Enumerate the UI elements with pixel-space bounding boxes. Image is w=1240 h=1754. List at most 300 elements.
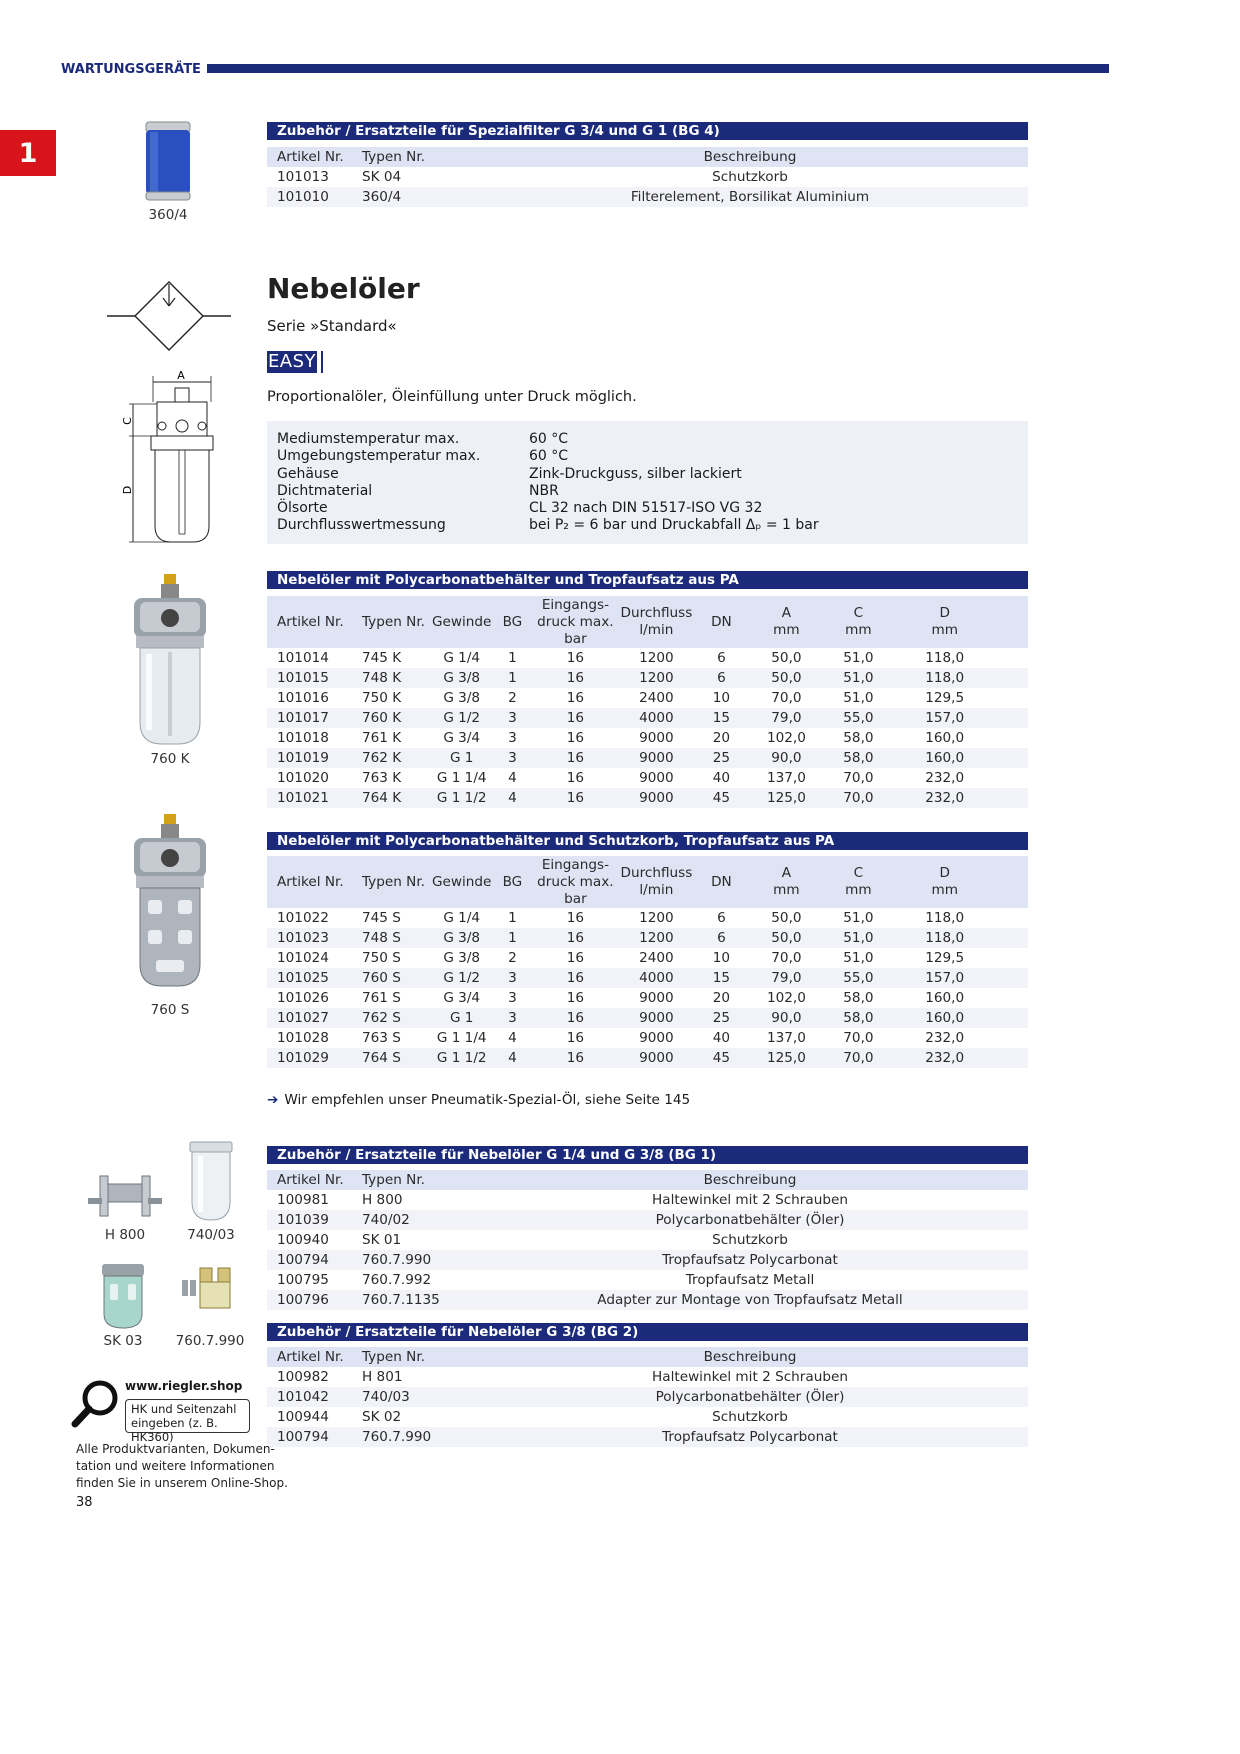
col-beschreibung: Beschreibung [472,1347,1028,1367]
col-druck: Eingangs- druck max. bar [533,856,617,908]
cell: 101019 [267,748,352,768]
cell: G 3/8 [443,950,481,966]
cell: 4 [491,788,533,808]
cell: 740/03 [352,1387,472,1407]
cell: 9000 [617,788,695,808]
cell: 764 S [352,1048,432,1068]
spec-row [267,483,1028,500]
filter-element-image [140,120,196,202]
cell: 50,0 [747,928,825,948]
cell: 3 [508,730,517,746]
spec-value: CL 32 nach DIN 51517-ISO VG 32 [529,500,763,517]
cell: 20 [712,730,731,746]
cell: 51,0 [843,910,874,926]
cell: 50,0 [771,910,802,926]
cell: 50,0 [771,650,802,666]
cell: 101022 [277,910,329,926]
table-row [267,1048,1028,1068]
spec-row [267,500,1028,517]
table-s-section [267,832,1028,1068]
cell: H 800 [362,1192,403,1208]
cell: 55,0 [825,708,891,728]
cell: 762 K [352,748,432,768]
cell: 51,0 [825,668,891,688]
table-row [267,1290,1028,1310]
cell: G 3/8 [432,668,491,688]
cell: 4 [491,1048,533,1068]
accessories-bg2-table [267,1347,1028,1447]
product-series: Serie »Standard« [267,317,397,335]
spec-key: Dichtmaterial [277,482,373,499]
cell: 745 K [362,650,402,666]
cell: 16 [533,788,617,808]
cell: 100794 [267,1427,352,1447]
cell: Haltewinkel mit 2 Schrauben [652,1192,848,1208]
cell: 101027 [267,1008,352,1028]
chapter-marker: 1 [0,130,56,176]
cell: 58,0 [825,748,891,768]
cell: 2 [508,950,517,966]
cell: 1 [508,910,517,926]
cell: G 1/4 [443,650,481,666]
accessories-bg2-title: Zubehör / Ersatzteile für Nebelöler G 3/8 (BG 2) [267,1323,1028,1341]
cell: G 1/2 [432,708,491,728]
cell: 1200 [617,668,695,688]
cell: 70,0 [771,950,802,966]
cell: 760 S [352,968,432,988]
cell: 360/4 [352,187,472,207]
cell: 51,0 [843,650,874,666]
table-row [267,1367,1028,1387]
table-row [267,768,1028,788]
cell: G 1 [432,748,491,768]
cell: 4000 [617,968,695,988]
cell: 232,0 [925,1030,965,1046]
cell: 1200 [639,650,674,666]
cell: 101015 [267,668,352,688]
col-durchfluss: Durchfluss l/min [617,596,695,648]
cell: 15 [695,708,747,728]
cell: 2400 [639,690,674,706]
cell: 45 [695,788,747,808]
table-row [267,167,1028,187]
col-artikel: Artikel Nr. [267,856,352,908]
lubricator-760k-image [128,572,212,750]
cell: 16 [533,928,617,948]
cell: 58,0 [843,730,874,746]
col-artikel: Artikel Nr. [267,596,352,648]
easy-badge-line [321,351,323,373]
table-row [267,1008,1028,1028]
760s-caption: 760 S [150,1002,190,1018]
col-druck: Eingangs- druck max. bar [533,596,617,648]
basket-sk03-image [98,1262,148,1332]
cell: 6 [717,650,726,666]
col-bg: BG [491,856,533,908]
cell: 101028 [277,1030,329,1046]
cell: Schutzkorb [712,1232,788,1248]
col-beschreibung: Beschreibung [472,1170,1028,1190]
cell: 3 [491,708,533,728]
table-row [267,1427,1028,1447]
accessories-bg1-table [267,1170,1028,1310]
cell: 101010 [267,187,352,207]
cell: 125,0 [747,788,825,808]
cell: 16 [533,968,617,988]
760-7-990-caption: 760.7.990 [175,1333,245,1349]
cell: Schutzkorb [712,169,788,185]
cell: 58,0 [843,990,874,1006]
table-row [267,1270,1028,1290]
cell: 100796 [267,1290,352,1310]
table-s [267,856,1028,1068]
cell: Polycarbonatbehälter (Öler) [472,1210,1028,1230]
col-artikel: Artikel Nr. [267,1347,352,1367]
cell: 118,0 [891,928,1028,948]
spec-row [267,448,1028,465]
cell: 763 S [362,1030,401,1046]
cell: Tropfaufsatz Metall [685,1272,815,1288]
dim-label-a: A [177,369,185,382]
spec-row [267,466,1028,483]
cell: 3 [491,968,533,988]
cell: 16 [533,668,617,688]
740-03-caption: 740/03 [187,1227,235,1243]
table-k-title: Nebelöler mit Polycarbonatbehälter und Tropfaufsatz aus PA [267,571,1028,589]
cell: 16 [533,1008,617,1028]
cell: 9000 [639,730,674,746]
cell: 9000 [617,748,695,768]
cell: 40 [712,1030,731,1046]
cell: 3 [491,748,533,768]
bracket-h800-image [86,1170,164,1224]
cell: 6 [695,928,747,948]
product-description: Proportionalöler, Öleinfüllung unter Druck möglich. [267,389,637,405]
cell: 100944 [277,1409,329,1425]
cell: 3 [491,1008,533,1028]
magnifier-icon [70,1378,122,1430]
shop-text: Alle Produktvarianten, Dokumen- tation und weitere Informationen finden Sie in unserem Online-Shop. [76,1442,288,1490]
cell: H 801 [362,1369,403,1385]
spec-box [267,421,1028,544]
table-s-title: Nebelöler mit Polycarbonatbehälter und Schutzkorb, Tropfaufsatz aus PA [267,832,1028,850]
table-row [267,187,1028,207]
cell: 6 [717,910,726,926]
table-row [267,928,1028,948]
cell: 101020 [277,770,329,786]
cell: 101039 [267,1210,352,1230]
cell: 16 [533,748,617,768]
cell: 740/02 [352,1210,472,1230]
table-row [267,688,1028,708]
cell: 100982 [277,1369,329,1385]
cell: 1 [508,650,517,666]
col-bg: BG [491,596,533,648]
cell: 118,0 [925,650,965,666]
cell: G 3/8 [443,690,481,706]
cell: 4 [508,770,517,786]
cell: 118,0 [891,668,1028,688]
cell: 70,0 [771,690,802,706]
spec-key: Mediumstemperatur max. [277,431,460,447]
table-row [267,1028,1028,1048]
cell: 70,0 [843,770,874,786]
cell: G 1 1/2 [432,788,491,808]
shop-url[interactable]: www.riegler.shop [125,1379,243,1393]
cell: 118,0 [925,910,965,926]
spec-value: 60 °C [529,448,569,465]
cell: 160,0 [891,1008,1028,1028]
cell: 10 [712,950,731,966]
cell: 761 K [362,730,402,746]
cell: 101024 [277,950,329,966]
cell: 101023 [267,928,352,948]
cell: 157,0 [891,968,1028,988]
cell: 16 [566,990,585,1006]
cell: 16 [566,690,585,706]
cell: 101018 [277,730,329,746]
cell: 232,0 [925,770,965,786]
cell: Haltewinkel mit 2 Schrauben [652,1369,848,1385]
cell: G 1 1/2 [432,1048,491,1068]
cell: 2400 [639,950,674,966]
cell: 51,0 [843,690,874,706]
cell: 129,5 [925,690,965,706]
col-d: D mm [891,596,1028,648]
accessories-bg1-section [267,1146,1028,1310]
cell: 100795 [277,1272,329,1288]
cell: 160,0 [925,990,965,1006]
spec-key: Ölsorte [277,500,328,517]
accessories-bg4-section [267,122,1028,207]
col-a: A mm [747,596,825,648]
header-bar [207,64,1109,73]
spec-row [267,517,1028,534]
col-a: A mm [747,856,825,908]
cell: 51,0 [825,928,891,948]
table-row [267,1190,1028,1210]
cell: 102,0 [766,990,806,1006]
cell: 1200 [639,910,674,926]
cell: 90,0 [747,1008,825,1028]
col-artikel: Artikel Nr. [267,1170,352,1190]
cell: Schutzkorb [712,1409,788,1425]
cell: 101029 [267,1048,352,1068]
cell: 232,0 [891,1048,1028,1068]
accessories-bg4-title: Zubehör / Ersatzteile für Spezialfilter G 3/4 und G 1 (BG 4) [267,122,1028,140]
oil-note [267,1092,690,1108]
spec-value: 60 °C [529,431,569,447]
cell: 761 S [362,990,401,1006]
bowl-740-03-image [186,1140,236,1224]
table-row [267,1407,1028,1427]
arrow-right-icon: ➔ [267,1092,279,1108]
cell: 25 [695,1008,747,1028]
cell: 16 [566,770,585,786]
table-row [267,1210,1028,1230]
cell: 16 [566,730,585,746]
cell: 137,0 [766,770,806,786]
cell: 16 [533,1048,617,1068]
table-row [267,988,1028,1008]
table-k [267,596,1028,808]
cell: 40 [712,770,731,786]
h800-caption: H 800 [104,1227,146,1243]
table-row [267,788,1028,808]
cell: 9000 [617,1048,695,1068]
spec-key: Umgebungstemperatur max. [277,448,481,465]
table-row [267,748,1028,768]
sk03-caption: SK 03 [103,1333,143,1349]
col-dn: DN [695,596,747,648]
cell: 79,0 [747,968,825,988]
cell: 16 [566,1030,585,1046]
table-k-section [267,571,1028,808]
cell: 762 S [352,1008,432,1028]
cell: 129,5 [925,950,965,966]
col-typen: Typen Nr. [352,1170,472,1190]
table-row [267,908,1028,928]
cell: Filterelement, Borsilikat Aluminium [472,187,1028,207]
col-beschreibung: Beschreibung [472,147,1028,167]
table-row [267,1250,1028,1270]
cell: 137,0 [766,1030,806,1046]
cell: 58,0 [825,1008,891,1028]
cell: 101026 [277,990,329,1006]
cell: 232,0 [891,788,1028,808]
spec-key: Gehäuse [277,465,339,482]
cell: 10 [712,690,731,706]
cell: 101013 [277,169,329,185]
col-d: D mm [891,856,1028,908]
table-row [267,728,1028,748]
col-c: C mm [825,596,891,648]
col-typen: Typen Nr. [352,596,432,648]
table-row [267,1387,1028,1407]
product-title: Nebelöler [267,272,420,305]
cell: 760.7.1135 [352,1290,472,1310]
col-dn: DN [695,856,747,908]
cell: G 1 1/4 [436,1030,487,1046]
spec-key: Durchflusswertmessung [277,517,446,534]
cell: 764 K [352,788,432,808]
accessories-bg4-table [267,147,1028,207]
cell: 4 [508,1030,517,1046]
cell: 748 S [352,928,432,948]
dim-label-c: C [121,417,134,425]
cell: 760.7.992 [362,1272,432,1288]
accessories-bg2-section [267,1323,1028,1447]
cell: 70,0 [843,1030,874,1046]
cell: 9000 [639,990,674,1006]
cell: 160,0 [891,748,1028,768]
cell: 16 [566,650,585,666]
cell: 79,0 [747,708,825,728]
col-typen: Typen Nr. [352,147,472,167]
dimension-drawing [117,366,217,548]
cell: 745 S [362,910,401,926]
table-row [267,648,1028,668]
col-gewinde: Gewinde [432,596,491,648]
table-row [267,668,1028,688]
accessories-bg1-title: Zubehör / Ersatzteile für Nebelöler G 1/4 und G 3/8 (BG 1) [267,1146,1028,1164]
easy-badge: EASY [267,351,317,372]
cell: 90,0 [747,748,825,768]
cell: 101014 [277,650,329,666]
cell: 16 [533,708,617,728]
cell: 50,0 [747,668,825,688]
dim-label-d: D [121,485,134,495]
table-row [267,1230,1028,1250]
cell: G 1/2 [432,968,491,988]
cell: 4000 [617,708,695,728]
cell: 763 K [362,770,402,786]
spec-value: bei P₂ = 6 bar und Druckabfall Δₚ = 1 bar [529,517,819,534]
cell: 25 [695,748,747,768]
cell: 101016 [277,690,329,706]
col-gewinde: Gewinde [432,856,491,908]
cell: 1200 [617,928,695,948]
spec-row [267,431,1028,448]
lubricator-symbol [105,278,233,356]
cell: 750 K [362,690,402,706]
cell: 1 [491,928,533,948]
cell: 3 [508,990,517,1006]
cell: 100981 [277,1192,329,1208]
col-c: C mm [825,856,891,908]
cell: 9000 [639,1030,674,1046]
spec-value: NBR [529,482,559,499]
filter-caption: 360/4 [148,207,188,223]
col-typen: Typen Nr. [352,856,432,908]
cell: 16 [566,910,585,926]
cell: 70,0 [825,788,891,808]
cell: 2 [508,690,517,706]
page-number: 38 [76,1495,93,1510]
table-row [267,708,1028,728]
cell: 760.7.990 [352,1250,472,1270]
cell: 101017 [267,708,352,728]
cell: Tropfaufsatz Polycarbonat [472,1250,1028,1270]
cell: 760.7.990 [352,1427,472,1447]
cell: 70,0 [825,1048,891,1068]
cell: Adapter zur Montage von Tropfaufsatz Metall [472,1290,1028,1310]
cell: SK 01 [362,1232,402,1248]
cell: 6 [695,668,747,688]
shop-hint-box: HK und Seitenzahl eingeben (z. B. HK360) [125,1399,250,1433]
cell: G 3/4 [443,990,481,1006]
cell: Polycarbonatbehälter (Öler) [472,1387,1028,1407]
cell: 100794 [267,1250,352,1270]
cell: 750 S [362,950,401,966]
cell: 55,0 [825,968,891,988]
cell: 760 K [352,708,432,728]
cell: 100940 [277,1232,329,1248]
drip-760-7-990-image [178,1262,238,1324]
cell: SK 02 [362,1409,402,1425]
cell: 125,0 [747,1048,825,1068]
cell: 160,0 [925,730,965,746]
cell: G 3/8 [432,928,491,948]
cell: G 1 [432,1008,491,1028]
table-row [267,968,1028,988]
section-title: WARTUNGSGERÄTE [61,62,201,77]
cell: 101042 [267,1387,352,1407]
cell: 157,0 [891,708,1028,728]
cell: 20 [712,990,731,1006]
cell: 101025 [267,968,352,988]
spec-value: Zink-Druckguss, silber lackiert [529,465,742,482]
